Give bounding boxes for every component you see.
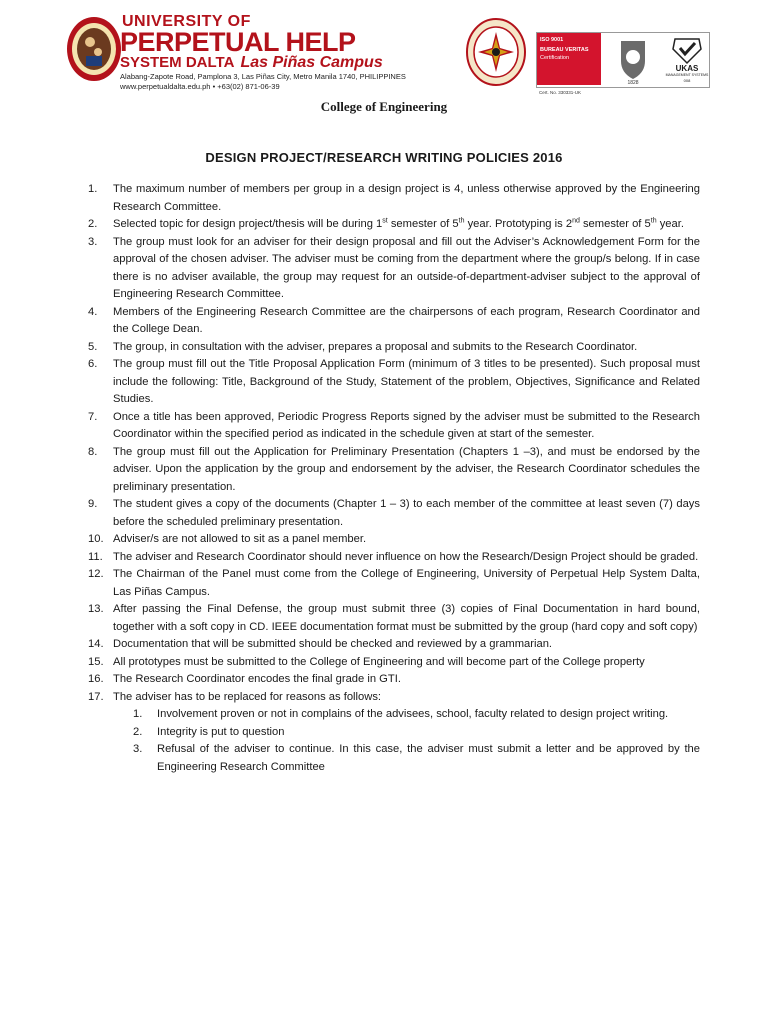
ukas-badge (665, 33, 709, 85)
bureau-veritas-logo-icon (601, 33, 665, 85)
list-item-number: 8. (88, 445, 98, 458)
list-item-number: 3. (133, 743, 143, 755)
list-item (88, 636, 700, 654)
list-item (88, 689, 700, 707)
list-item (88, 216, 700, 234)
list-item-number: 16. (88, 673, 104, 685)
list-item-number: 10. (88, 533, 104, 545)
bureau-label: BUREAU VERITAS (540, 47, 589, 53)
university-contact: www.perpetualdalta.edu.ph • +63(02) 871-06-39 (120, 82, 280, 91)
list-item-text: All prototypes must be submitted to the College of Engineering and will become part of the College property (113, 655, 645, 668)
certification-box (536, 32, 710, 95)
list-item-text: The student gives a copy of the documents (Chapter 1 – 3) to each member of the committee at least seven (7) days before the scheduled preliminary presentation. (113, 498, 700, 528)
list-item-text: The group must look for an adviser for their design proposal and fill out the Adviser’s Acknowledgement Form for the approval of the chosen adviser. The adviser must be coming from the department where the group/s belong. If in case there is no adviser available, the group may request for an outside-of-department-adviser subject to the approval of Engineering Research Committee. (113, 235, 700, 300)
list-item-number: 15. (88, 655, 104, 668)
iso-label: ISO 9001 (540, 37, 564, 43)
list-item-number: 1. (133, 708, 143, 720)
list-item-number: 12. (88, 568, 104, 580)
list-item-number: 5. (88, 340, 98, 353)
cert-number: Cert. No. 330331-UK (539, 90, 582, 95)
list-item-number: 1. (88, 183, 98, 195)
list-item (88, 444, 700, 497)
list-item (88, 601, 700, 636)
list-item-number: 9. (88, 498, 98, 510)
list-item-number: 17. (88, 690, 104, 703)
list-item (88, 356, 700, 409)
ukas-logo-icon (665, 35, 709, 65)
list-item-text: The group must fill out the Title Proposal Application Form (minimum of 3 titles to be presented). Such proposal must include the following: Title, Background of the Study, Statement of the problem, Objectives, Significance and Related Studies. (113, 358, 700, 405)
list-item (88, 496, 700, 531)
university-line1: UNIVERSITY OF (122, 13, 251, 30)
list-item-number: 14. (88, 638, 104, 650)
list-item (88, 531, 700, 549)
university-line3 (120, 55, 450, 71)
university-system: SYSTEM DALTA (120, 54, 235, 71)
list-item (88, 181, 700, 216)
letterhead (0, 0, 768, 100)
list-item-text: The Chairman of the Panel must come from the College of Engineering, University of Perpetual Help System Dalta, Las Piñas Campus. (113, 568, 700, 598)
list-item (88, 234, 700, 304)
list-item-text: Involvement proven or not in complains of the advisees, school, faculty related to design project writing. (157, 708, 669, 720)
list-item-text: Selected topic for design project/thesis will be during 1st semester of 5th year. Prototyping is 2nd semester of 5th year. (113, 217, 684, 230)
iso-certification-badge (537, 33, 601, 95)
list-item (88, 654, 700, 672)
ukas-label: UKAS (675, 64, 699, 73)
college-name: College of Engineering (320, 99, 448, 114)
ukas-sub-label: MANAGEMENT SYSTEMS (665, 73, 709, 77)
ukas-number: 008 (683, 78, 691, 83)
list-item-text: The group, in consultation with the adviser, prepares a proposal and submits to the Research Coordinator. (113, 340, 638, 353)
list-item-text: The adviser has to be replaced for reasons as follows: (113, 690, 382, 703)
list-item-number: 7. (88, 410, 98, 423)
list-item-text: The group must fill out the Application for Preliminary Presentation (Chapters 1 –3), and must be endorsed by the adviser. Upon the application by the group and endorsement by the adviser, the Research Coordinator schedules the preliminary presentation. (113, 445, 700, 493)
university-seal-icon (66, 16, 122, 82)
list-item-text: Adviser/s are not allowed to sit as a panel member. (113, 533, 367, 545)
list-item-text: The adviser and Research Coordinator should never influence on how the Research/Design Project should be graded. (113, 550, 699, 563)
list-item-number: 2. (88, 218, 98, 230)
svg-text:1828: 1828 (627, 80, 639, 85)
list-item-text: Refusal of the adviser to continue. In this case, the adviser must submit a letter and be approved by the Engineering Research Committee (157, 743, 700, 773)
university-address: Alabang-Zapote Road, Pamplona 3, Las Piñas City, Metro Manila 1740, PHILIPPINES (120, 72, 406, 81)
list-item-number: 2. (133, 725, 143, 738)
list-item-text: Integrity is put to question (157, 725, 285, 738)
certification-label: Certification (540, 55, 570, 61)
list-item-number: 6. (88, 358, 98, 370)
university-line2: PERPETUAL HELP (120, 27, 356, 57)
list-item-text: The maximum number of members per group in a design project is 4, unless otherwise approved by the Engineering Research Committee. (113, 183, 700, 213)
engineering-seal-icon (466, 18, 526, 86)
list-item (88, 566, 700, 601)
sub-reason-list (133, 706, 700, 776)
list-item-text: After passing the Final Defense, the group must submit three (3) copies of Final Documentation in hard bound, together with a soft copy in CD. IEEE documentation format must be submitted by the group (hard copy and soft copy) (113, 603, 700, 633)
list-item (88, 339, 700, 357)
list-item (88, 671, 700, 689)
university-campus: Las Piñas Campus (240, 54, 383, 71)
policy-list (88, 181, 700, 776)
list-item-number: 11. (88, 550, 103, 563)
list-item-text: Members of the Engineering Research Committee are the chairpersons of each program, Research Coordinator and the College Dean. (113, 305, 700, 335)
university-name-block (120, 14, 450, 92)
list-item-number: 4. (88, 305, 98, 318)
list-item (133, 706, 700, 724)
page-title: DESIGN PROJECT/RESEARCH WRITING POLICIES 2016 (205, 150, 563, 165)
list-item (133, 724, 700, 742)
list-item (88, 409, 700, 444)
list-item-text: Once a title has been approved, Periodic Progress Reports signed by the adviser must be submitted to the Research Coordinator within the specified period as indicated in the schedule given at start of the semester. (113, 410, 700, 440)
list-item-text: Documentation that will be submitted should be checked and reviewed by a grammarian. (113, 638, 553, 650)
list-item (88, 549, 700, 567)
list-item (133, 741, 700, 776)
list-item-text: The Research Coordinator encodes the final grade in GTI. (113, 673, 401, 685)
list-item-number: 3. (88, 235, 98, 248)
list-item-number: 13. (88, 603, 104, 615)
list-item (88, 304, 700, 339)
